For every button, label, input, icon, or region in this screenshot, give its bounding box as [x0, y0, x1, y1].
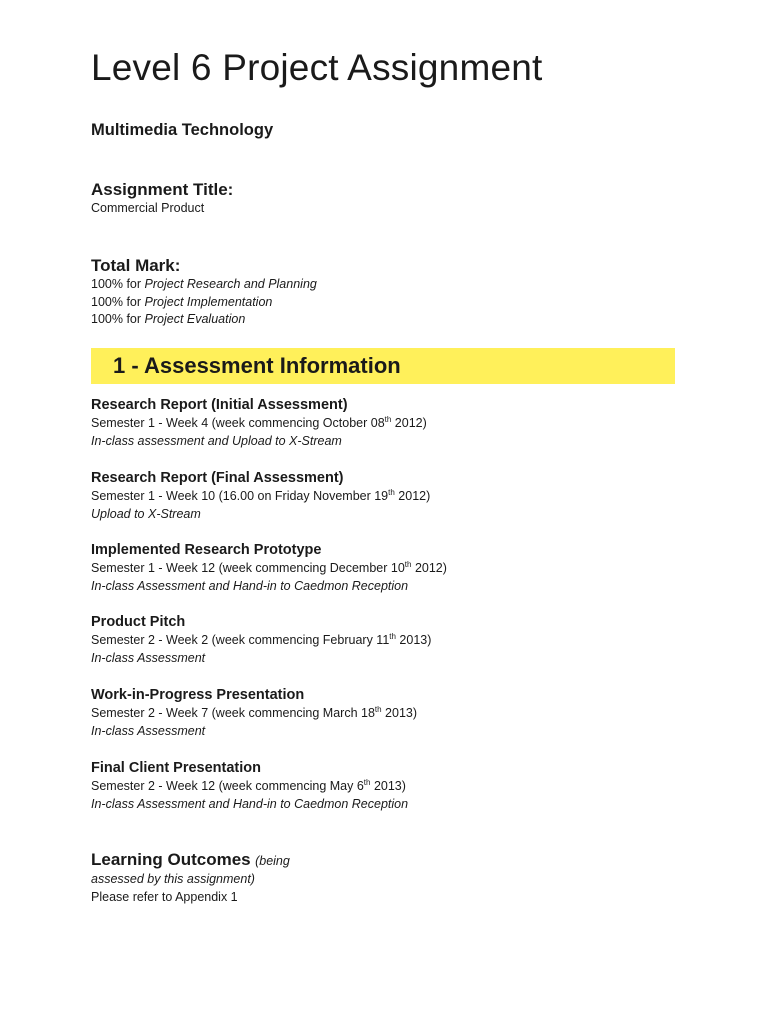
assignment-title-heading: Assignment Title:	[91, 180, 234, 199]
mark-prefix: 100% for	[91, 277, 145, 291]
assessment-item	[91, 469, 430, 523]
assessment-title: Research Report (Final Assessment)	[91, 470, 344, 486]
assignment-title-block	[91, 180, 233, 218]
mark-prefix: 100% for	[91, 294, 145, 309]
section-banner	[91, 348, 675, 384]
assessment-date: Semester 2 - Week 12 (week commencing May 6th 2013)	[91, 777, 406, 793]
assessment-title: Product Pitch	[91, 614, 186, 630]
assessment-note: In-class Assessment	[91, 724, 206, 738]
assessment-item	[91, 541, 447, 595]
document-title: Level 6 Project Assignment	[91, 47, 543, 88]
learning-outcomes-block	[91, 850, 290, 906]
assessment-note: In-class Assessment	[91, 651, 206, 665]
mark-line	[91, 311, 317, 329]
assessment-item	[91, 686, 417, 740]
total-mark-heading: Total Mark:	[91, 256, 181, 275]
learning-outcomes-paren: (being	[255, 854, 290, 868]
learning-outcomes-heading-line	[91, 850, 290, 871]
mark-prefix: 100% for	[91, 312, 145, 326]
assessment-item	[91, 613, 431, 667]
mark-item: Project Research and Planning	[144, 277, 317, 291]
learning-outcomes-refer: Please refer to Appendix 1	[91, 889, 238, 904]
learning-outcomes-heading: Learning Outcomes	[91, 850, 251, 869]
assessment-date: Semester 2 - Week 2 (week commencing February 11th 2013)	[91, 631, 432, 647]
mark-item: Project Implementation	[144, 294, 273, 309]
assessment-title: Implemented Research Prototype	[91, 542, 322, 558]
assessment-item	[91, 759, 408, 813]
subject-heading: Multimedia Technology	[91, 121, 274, 139]
mark-line	[91, 294, 317, 312]
assessment-note: Upload to X-Stream	[91, 507, 201, 521]
total-mark-block	[91, 256, 317, 329]
assessment-title: Research Report (Initial Assessment)	[91, 397, 348, 413]
assessment-title: Work-in-Progress Presentation	[91, 687, 305, 703]
learning-outcomes-paren-cont: assessed by this assignment)	[91, 872, 255, 886]
assessment-note: In-class Assessment and Hand-in to Caedmon Reception	[91, 579, 409, 593]
assessment-title: Final Client Presentation	[91, 760, 261, 776]
assessment-item	[91, 396, 427, 450]
assignment-title-value: Commercial Product	[91, 201, 205, 215]
section-banner-title: 1 - Assessment Information	[113, 353, 401, 378]
assessment-date: Semester 1 - Week 4 (week commencing October 08th 2012)	[91, 414, 427, 430]
mark-item: Project Evaluation	[144, 312, 246, 326]
assessment-date: Semester 2 - Week 7 (week commencing March 18th 2013)	[91, 704, 418, 720]
assessment-note: In-class Assessment and Hand-in to Caedmon Reception	[91, 797, 409, 811]
assessment-date: Semester 1 - Week 12 (week commencing December 10th 2012)	[91, 559, 447, 575]
mark-line	[91, 276, 317, 294]
assessment-date: Semester 1 - Week 10 (16.00 on Friday November 19th 2012)	[91, 487, 431, 503]
assessment-note: In-class assessment and Upload to X-Stream	[91, 434, 342, 448]
